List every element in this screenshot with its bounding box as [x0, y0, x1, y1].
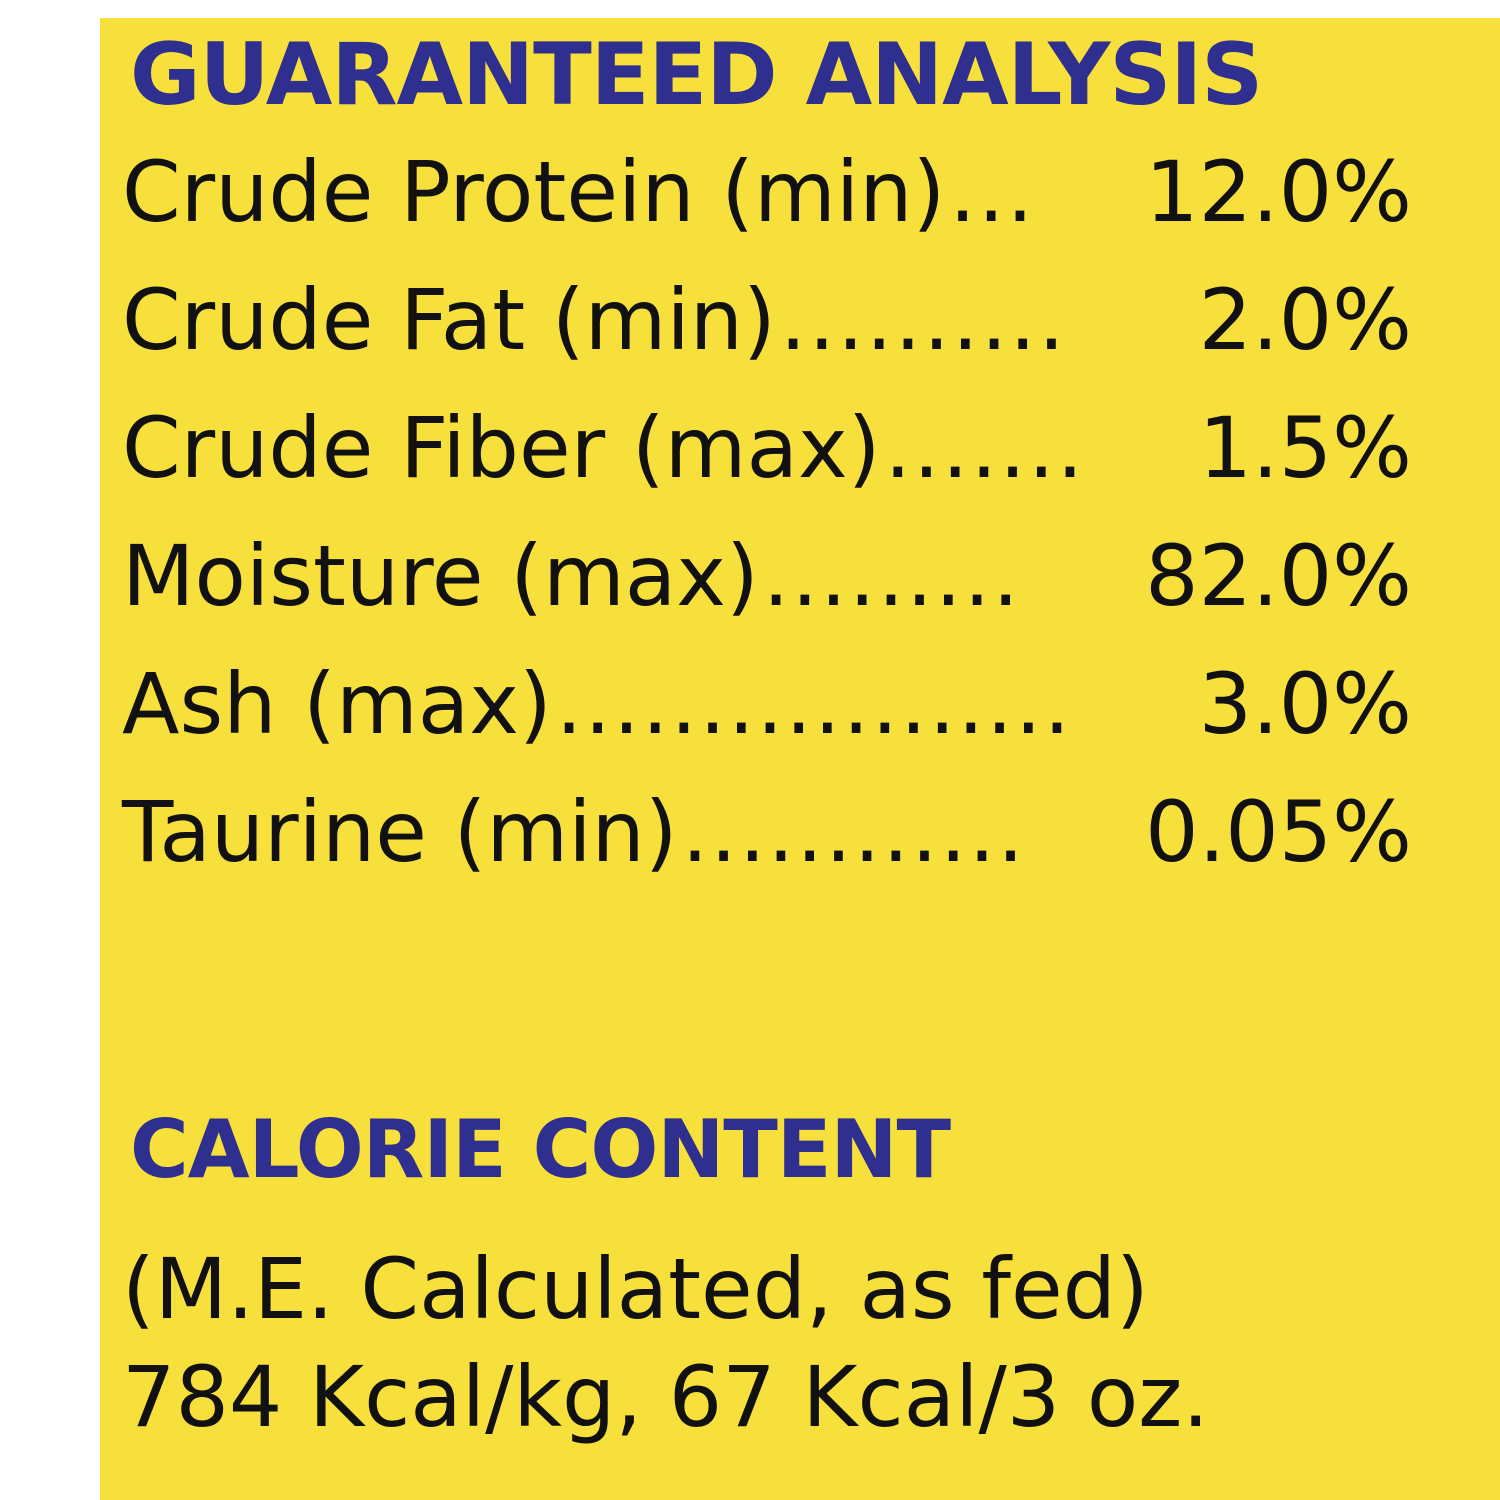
nutrient-value: 0.05%	[1145, 783, 1412, 881]
nutrient-name: Crude Fiber (max)	[122, 399, 881, 497]
nutrient-value: 12.0%	[1145, 143, 1412, 241]
nutrient-row	[122, 655, 1412, 790]
leader-dots: ............	[681, 790, 1026, 874]
nutrient-row	[122, 399, 1412, 534]
nutrient-row	[122, 143, 1412, 278]
nutrient-name: Moisture (max)	[122, 527, 759, 625]
calorie-values-line: 784 Kcal/kg, 67 Kcal/3 oz.	[122, 1347, 1210, 1446]
leader-dots: ..................	[555, 662, 1073, 746]
nutrient-value: 3.0%	[1198, 655, 1412, 753]
top-margin	[0, 0, 1500, 18]
leader-dots: ...	[949, 150, 1036, 234]
nutrient-value: 82.0%	[1145, 527, 1412, 625]
label-content	[100, 18, 1490, 1500]
nutrient-name: Crude Protein (min)	[122, 143, 946, 241]
calorie-content-lines	[122, 1236, 1442, 1451]
nutrient-name: Ash (max)	[122, 655, 552, 753]
nutrient-row	[122, 527, 1412, 662]
guaranteed-analysis-heading: GUARANTEED ANALYSIS	[130, 25, 1263, 125]
nutrient-row	[122, 783, 1412, 918]
calorie-content-heading: CALORIE CONTENT	[130, 1103, 951, 1196]
calorie-method-line: (M.E. Calculated, as fed)	[122, 1240, 1149, 1338]
nutrient-row	[122, 271, 1412, 406]
nutrient-name: Crude Fat (min)	[122, 271, 776, 369]
nutrient-value: 1.5%	[1198, 399, 1412, 497]
leader-dots: .........	[762, 534, 1022, 618]
leader-dots: ..........	[779, 278, 1067, 362]
nutrient-name: Taurine (min)	[122, 783, 678, 881]
leader-dots: .......	[884, 406, 1086, 490]
left-margin	[0, 0, 100, 1500]
nutrient-value: 2.0%	[1198, 271, 1412, 369]
guaranteed-analysis-list	[122, 143, 1412, 918]
